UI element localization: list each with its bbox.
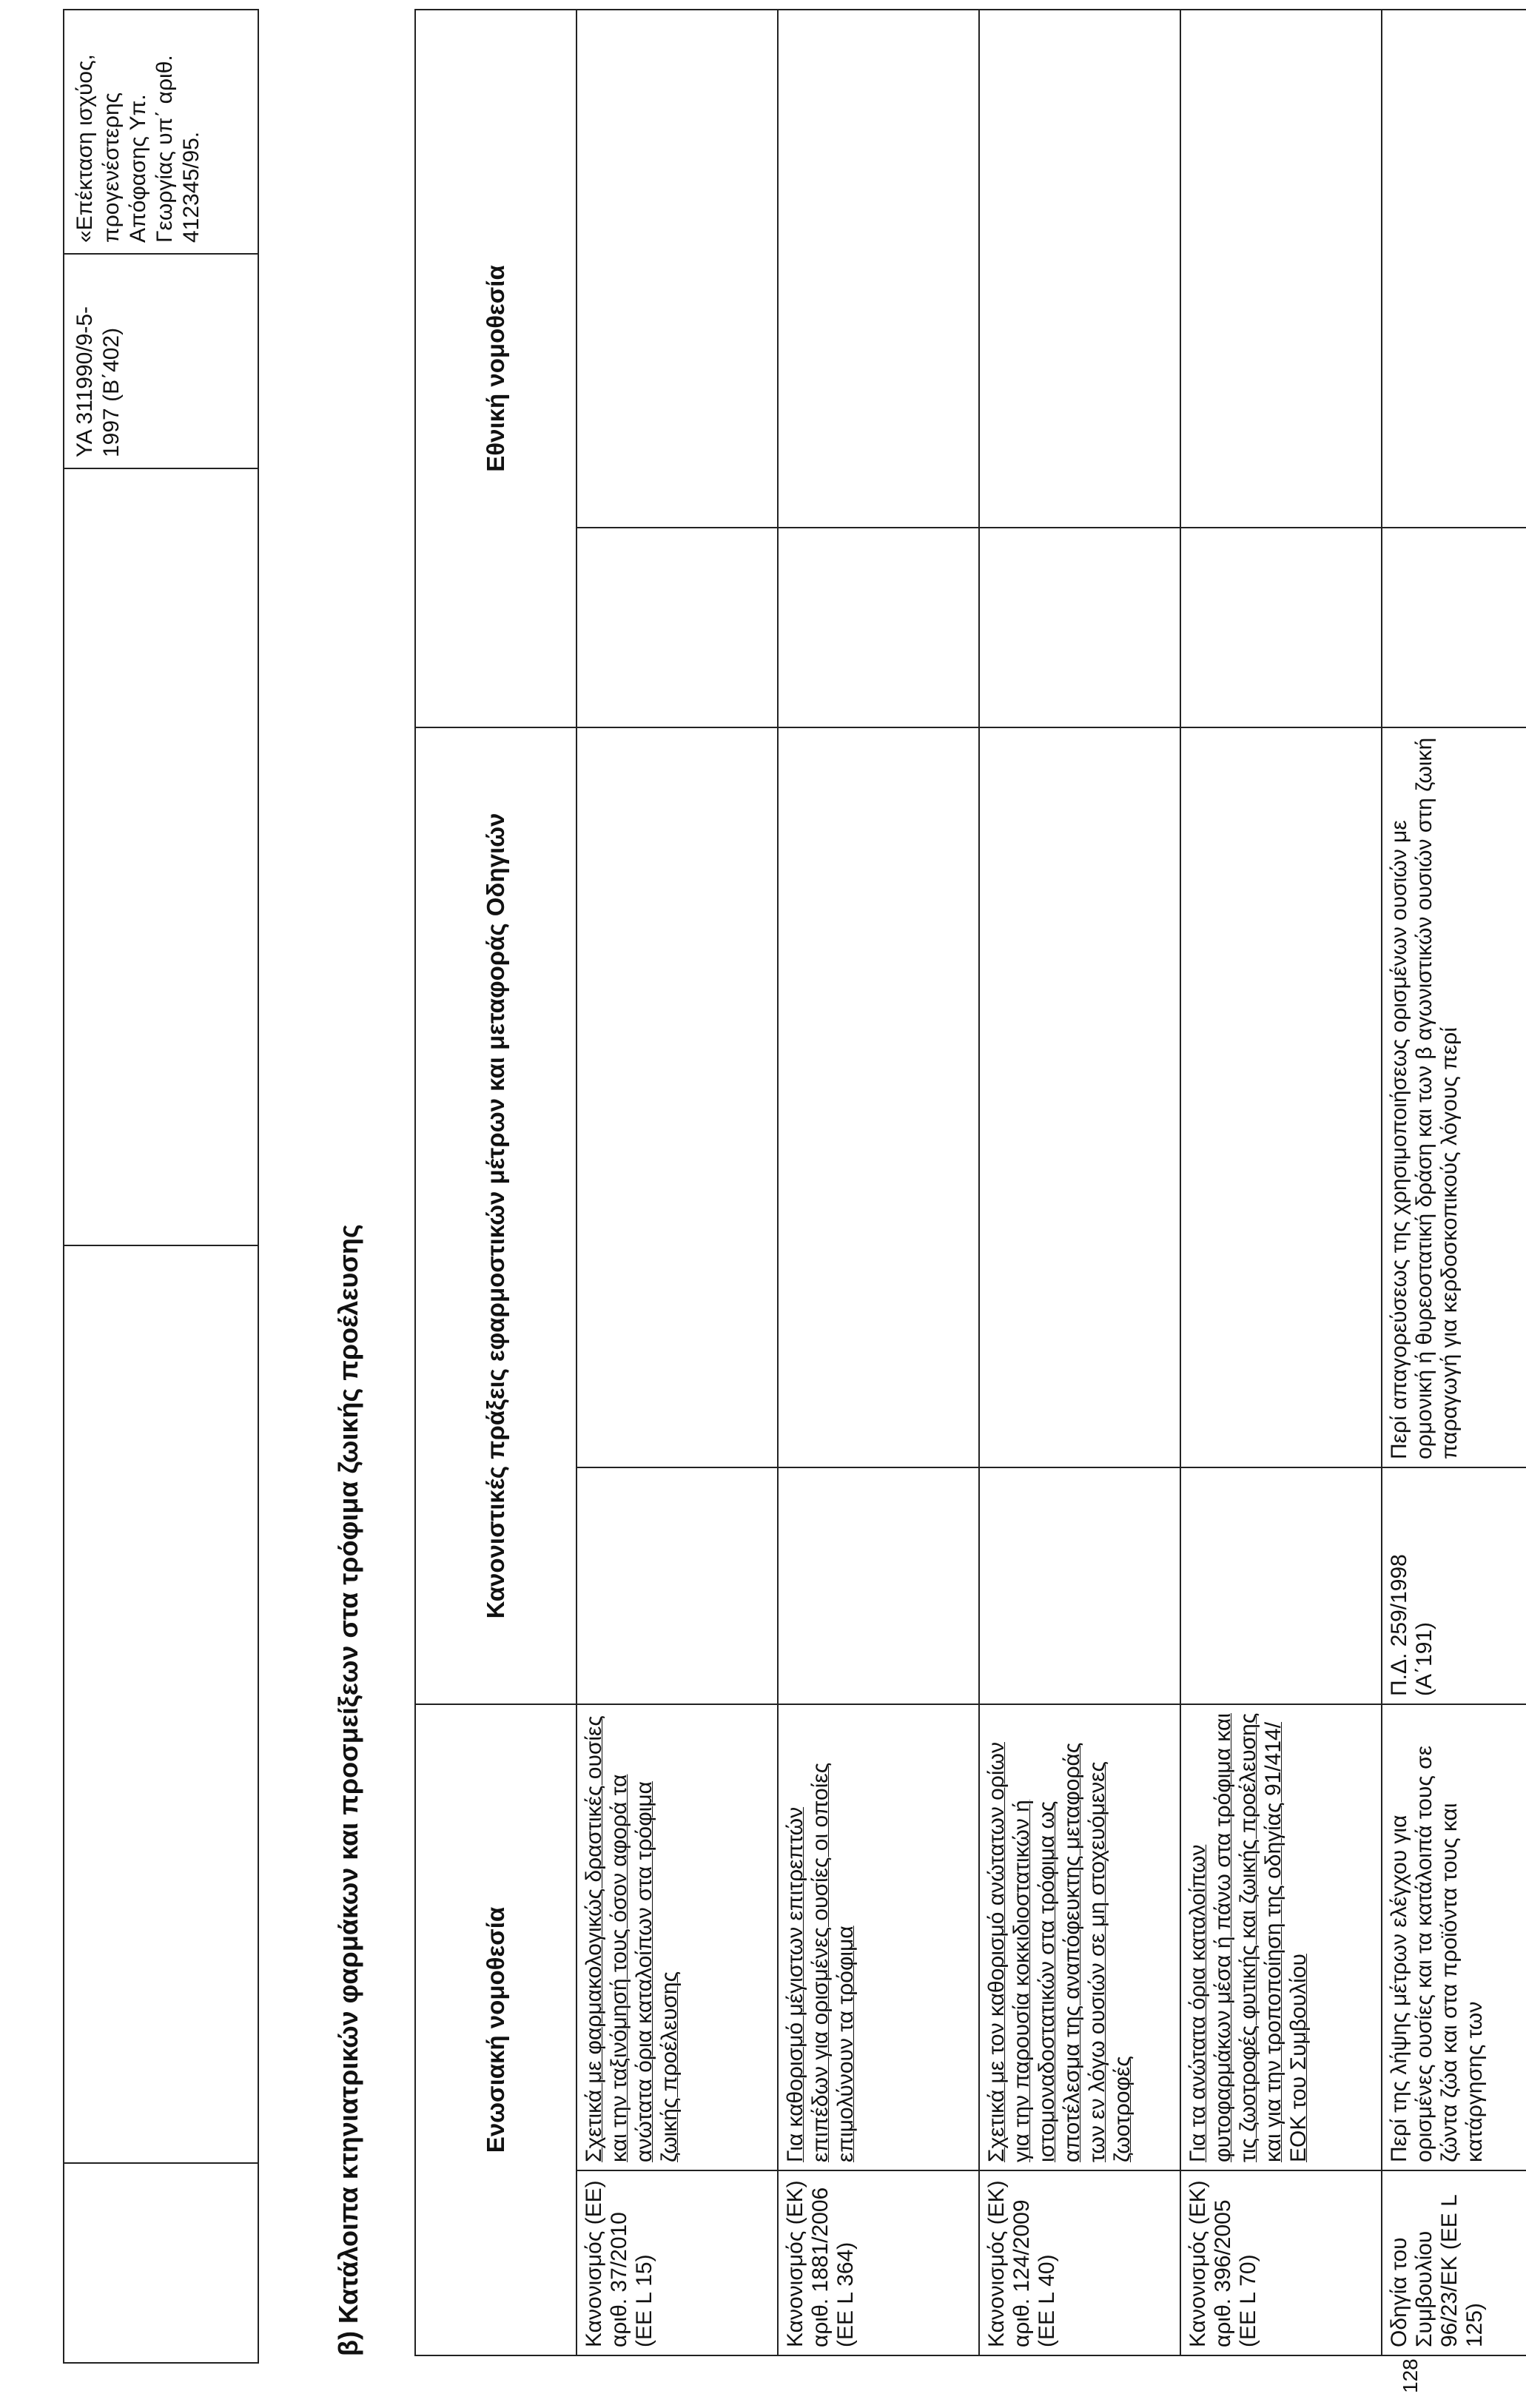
continuation-table: [63, 9, 259, 2364]
act-reference: Οδηγία του Συμβουλίου 96/23/ΕΚ (ΕΕ L 125): [1382, 2170, 1526, 2355]
regulatory-description: [979, 727, 1180, 1467]
regulatory-description: [1180, 727, 1382, 1467]
table-header-row: [415, 10, 577, 2355]
regulatory-act: [1180, 1467, 1382, 1704]
act-reference: Κανονισμός (ΕΕ) αριθ. 37/2010 (ΕΕ L 15): [577, 2170, 778, 2355]
national-act: [778, 528, 979, 727]
regulatory-act: Π.Δ. 259/1998 (Α΄191): [1382, 1467, 1526, 1704]
table-cell: [64, 468, 258, 1245]
table-cell: ΥΑ 311990/9-5-1997 (Β΄402): [64, 254, 258, 468]
national-description: [979, 10, 1180, 528]
table-cell: [64, 1245, 258, 2163]
table-cell: [64, 2163, 258, 2363]
act-description: Σχετικά με τον καθορισμό ανώτατων ορίων για την παρουσία κοκκιδιοστατικών ή ιστομοναδοστατικών στα τρόφιμα ως αποτέλεσμα της αναπόφευκτης μεταφοράς των εν λόγω ουσιών σε μη στοχευόμενες ζωοτροφές: [979, 1704, 1180, 2170]
national-act: [1180, 528, 1382, 727]
regulatory-description: [778, 727, 979, 1467]
table-row: [1180, 10, 1382, 2355]
act-description: Περί της λήψης μέτρων ελέγχου για ορισμένες ουσίες και τα κατάλοιπά τους σε ζώντα ζώα και στα προϊόντα τους και κατάργησης των: [1382, 1704, 1526, 2170]
page-number: 128: [1399, 2358, 1422, 2393]
table-row: [64, 10, 258, 2363]
national-act: [577, 528, 778, 727]
section-heading: β) Κατάλοιπα κτηνιατρικών φαρμάκων και προσμείξεων στα τρόφιμα ζωικής προέλευσης: [333, 1224, 363, 2356]
regulatory-act: [577, 1467, 778, 1704]
national-description: [577, 10, 778, 528]
regulatory-description: Περί απαγορεύσεως της χρησιμοποιήσεως ορισμένων ουσιών με ορμονική ή θυρεοστατική δράση και των β αγωνιστικών ουσιών στη ζωική παραγωγή για κερδοσκοπικούς λόγους περί: [1382, 727, 1526, 1467]
regulatory-description: [577, 727, 778, 1467]
act-reference: Κανονισμός (ΕΚ) αριθ. 396/2005 (ΕΕ L 70): [1180, 2170, 1382, 2355]
table-row: [577, 10, 778, 2355]
legislation-table: [414, 9, 1526, 2356]
act-description: Για καθορισμό μέγιστων επιτρεπτών επιπέδων για ορισμένες ουσίες οι οποίες επιμολύνουν τα τρόφιμα: [778, 1704, 979, 2170]
national-act: [979, 528, 1180, 727]
act-reference: Κανονισμός (ΕΚ) αριθ. 1881/2006 (ΕΕ L 364): [778, 2170, 979, 2355]
national-description: [1382, 10, 1526, 528]
national-description: [778, 10, 979, 528]
header-union-legislation: Ενωσιακή νομοθεσία: [415, 1704, 577, 2355]
table-row: [979, 10, 1180, 2355]
national-act: [1382, 528, 1526, 727]
header-regulatory-acts: Κανονιστικές πράξεις εφαρμοστικών μέτρων και μεταφοράς Οδηγιών: [415, 727, 577, 1704]
table-cell: «Επέκταση ισχύος, προγενέστερης Απόφασης Υπ. Γεωργίας υπ΄ αριθ. 412345/95.: [64, 10, 258, 254]
table-row: [1382, 10, 1526, 2355]
act-description: Για τα ανώτατα όρια καταλοίπων φυτοφαρμάκων μέσα ή πάνω στα τρόφιμα και τις ζωοτροφές φυτικής και ζωικής προέλευσης και για την τροποποίηση της οδηγίας 91/414/ΕΟΚ του Συμβουλίου: [1180, 1704, 1382, 2170]
regulatory-act: [778, 1467, 979, 1704]
act-reference: Κανονισμός (ΕΚ) αριθ. 124/2009 (ΕΕ L 40): [979, 2170, 1180, 2355]
national-description: [1180, 10, 1382, 528]
regulatory-act: [979, 1467, 1180, 1704]
act-description: Σχετικά με φαρμακολογικώς δραστικές ουσίες και την ταξινόμησή τους όσον αφορά τα ανώτατα όρια καταλοίπων στα τρόφιμα ζωικής προέλευσης: [577, 1704, 778, 2170]
header-national-legislation: Εθνική νομοθεσία: [415, 10, 577, 727]
table-row: [778, 10, 979, 2355]
